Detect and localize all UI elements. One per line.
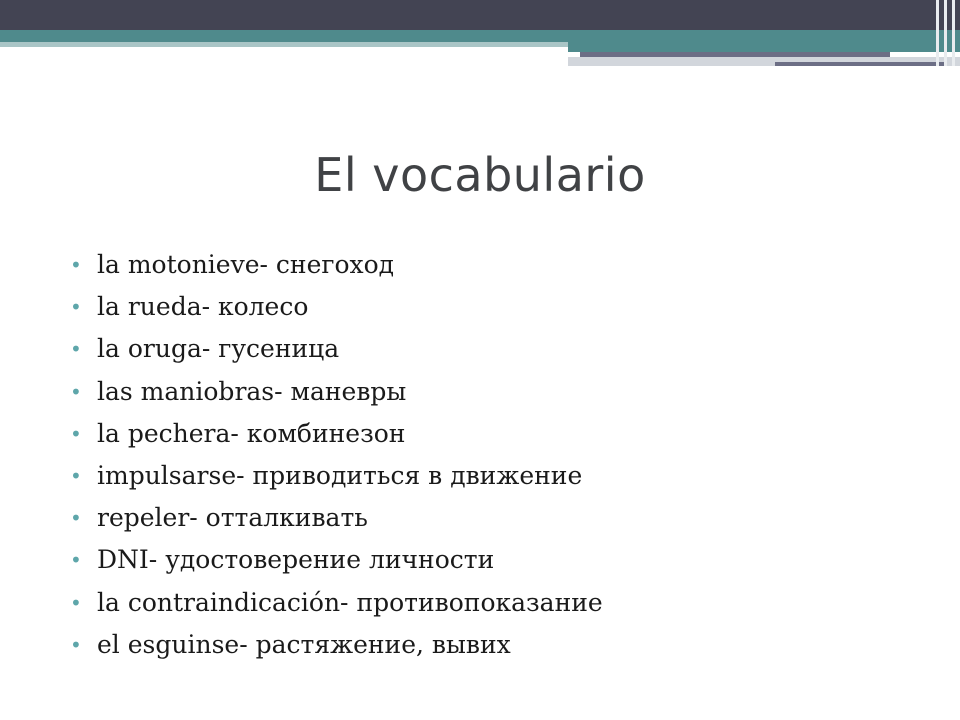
list-item bbox=[70, 286, 603, 328]
bullet-icon: • bbox=[70, 506, 82, 531]
bullet-icon: • bbox=[70, 295, 82, 320]
list-item-text: impulsarse- приводиться в движение bbox=[97, 460, 583, 490]
list-item-text: el esguinse- растяжение, вывих bbox=[97, 629, 511, 659]
bullet-icon: • bbox=[70, 548, 82, 573]
list-item bbox=[70, 455, 603, 497]
list-item-text: las maniobras- маневры bbox=[97, 376, 407, 406]
list-item bbox=[70, 371, 603, 413]
list-item bbox=[70, 624, 603, 666]
header-band-teal bbox=[0, 30, 960, 42]
list-item-text: la motonieve- снегоход bbox=[97, 250, 395, 279]
list-item-text: la pechera- комбинезон bbox=[97, 418, 406, 448]
header-band-teal-light bbox=[0, 42, 568, 47]
list-item-text: la oruga- гусеница bbox=[97, 334, 340, 364]
slide-title: El vocabulario bbox=[314, 148, 646, 202]
header-band-mid bbox=[568, 42, 960, 52]
list-item-text: DNI- удостоверение личности bbox=[97, 545, 495, 575]
vertical-line bbox=[936, 0, 939, 66]
list-item bbox=[70, 244, 603, 286]
vocabulary-list bbox=[70, 244, 603, 666]
list-item bbox=[70, 328, 603, 370]
bullet-icon: • bbox=[70, 253, 82, 277]
header-band-accent-line bbox=[580, 52, 890, 57]
list-item bbox=[70, 539, 603, 581]
bullet-icon: • bbox=[70, 590, 82, 615]
header-band-dark bbox=[0, 0, 960, 30]
list-item-text: la contraindicación- противопоказание bbox=[97, 587, 603, 617]
header-band-accent-short-line bbox=[775, 62, 945, 66]
list-item bbox=[70, 497, 603, 539]
bullet-icon: • bbox=[70, 421, 82, 446]
bullet-icon: • bbox=[70, 632, 82, 657]
header-vertical-lines bbox=[930, 0, 960, 66]
list-item-text: la rueda- колесо bbox=[97, 292, 309, 322]
bullet-icon: • bbox=[70, 463, 82, 488]
list-item-text: repeler- отталкивать bbox=[97, 503, 368, 533]
bullet-icon: • bbox=[70, 337, 82, 362]
bullet-icon: • bbox=[70, 379, 82, 404]
vertical-line bbox=[952, 0, 955, 66]
list-item bbox=[70, 582, 603, 624]
vertical-line bbox=[944, 0, 947, 66]
list-item bbox=[70, 413, 603, 455]
